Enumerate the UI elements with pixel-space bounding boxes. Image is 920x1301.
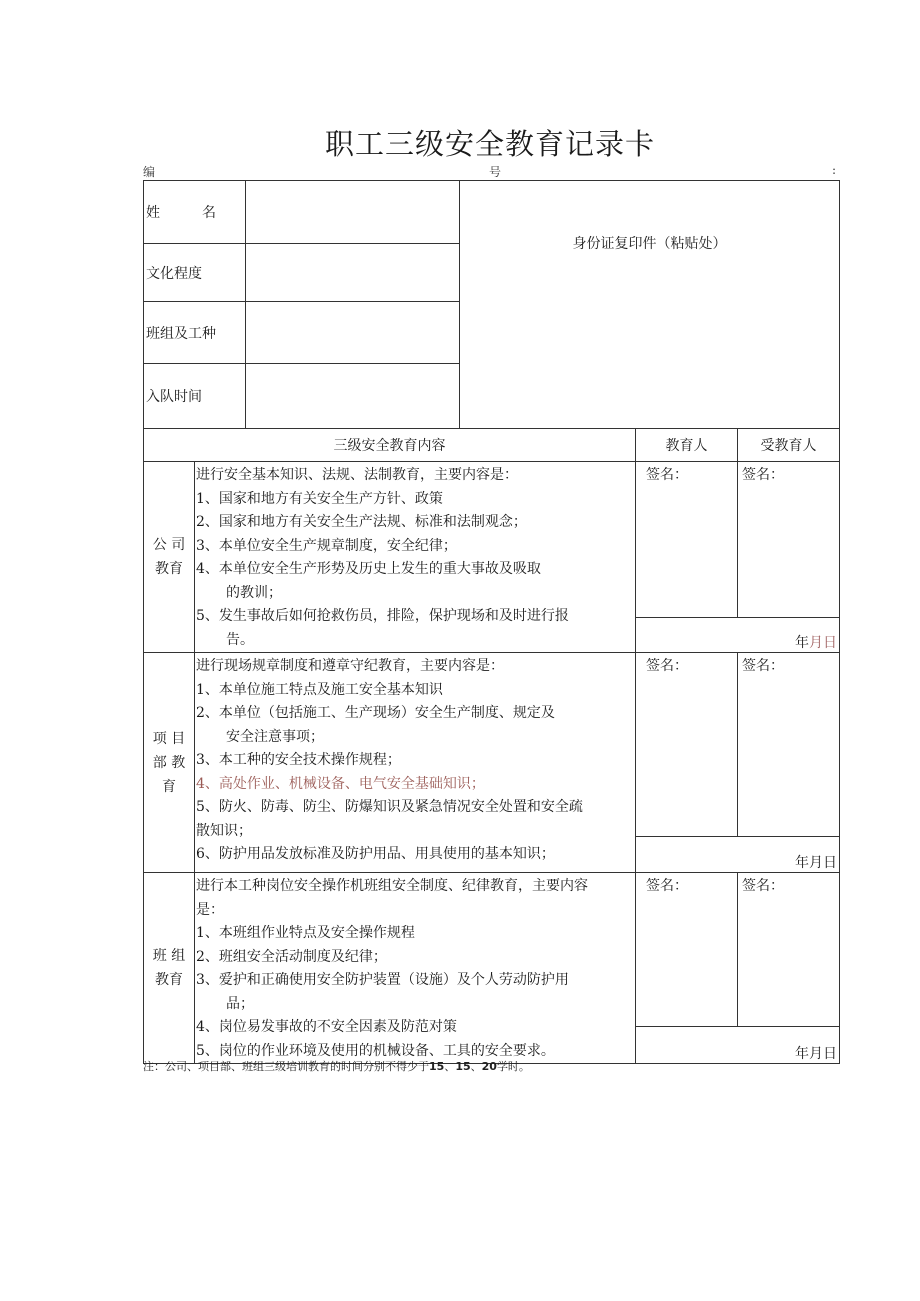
name-value-cell[interactable] [246, 181, 460, 244]
section-team-row [144, 873, 840, 1027]
number-label-middle: 号 [489, 165, 502, 179]
list-item: 进行现场规章制度和遵章守纪教育，主要内容是： [196, 658, 504, 674]
section-company-date[interactable]: 年月日 [636, 617, 840, 652]
team-value-cell[interactable] [246, 302, 460, 364]
id-copy-label: 身份证复印件（粘贴处） [572, 236, 727, 252]
section-team-trainee-sign[interactable]: 签名： [738, 873, 840, 1027]
list-item: 1、本班组作业特点及安全操作规程 [196, 925, 415, 941]
id-copy-area[interactable] [460, 181, 840, 429]
number-label-colon: : [832, 163, 837, 177]
list-item: 进行本工种岗位安全操作机班组安全制度、纪律教育，主要内容 [196, 878, 588, 894]
list-item: 1、国家和地方有关安全生产方针、政策 [196, 490, 443, 507]
number-label-left: 编 [143, 165, 156, 179]
list-item: 4、高处作业、机械设备、电气安全基础知识； [196, 775, 485, 792]
section-project-educator-sign[interactable]: 签名： [636, 653, 738, 837]
team-label: 班组及工种 [144, 302, 246, 364]
list-item: 5、岗位的作业环境及使用的机械设备、工具的安全要求。 [196, 1042, 555, 1059]
name-label: 姓 名 [144, 181, 246, 244]
section-company-educator-sign[interactable]: 签名： [636, 462, 738, 618]
section-project-trainee-sign[interactable]: 签名： [738, 653, 840, 837]
section-company-name: 公 司 教育 [144, 462, 195, 653]
list-item: 安全注意事项； [226, 728, 324, 745]
education-value-cell[interactable] [246, 244, 460, 302]
section-company-row [144, 462, 840, 618]
join-label: 入队时间 [144, 364, 246, 429]
education-record-table [143, 180, 840, 1064]
section-project-row [144, 653, 840, 837]
header-row [144, 429, 840, 462]
section-company-content [195, 462, 636, 653]
list-item: 1、本单位施工特点及施工安全基本知识 [196, 681, 443, 698]
join-value-cell[interactable] [246, 364, 460, 429]
section-team-name: 班 组 教育 [144, 873, 195, 1064]
row-name [144, 181, 840, 244]
section-project-name: 项 目 部 教 育 [144, 653, 195, 873]
list-item: 品； [226, 995, 254, 1012]
educator-header: 教育人 [636, 429, 738, 462]
list-item: 散知识； [196, 822, 252, 839]
list-item: 的教训； [226, 584, 282, 601]
list-item: 4、本单位安全生产形势及历史上发生的重大事故及吸取 [196, 561, 541, 577]
list-item: 3、本工种的安全技术操作规程； [196, 752, 401, 768]
content-header: 三级安全教育内容 [144, 429, 636, 462]
page-title: 职工三级安全教育记录卡 [324, 127, 655, 161]
education-label: 文化程度 [144, 244, 246, 302]
trainee-header: 受教育人 [738, 429, 840, 462]
section-project-date[interactable]: 年月日 [636, 837, 840, 873]
list-item: 告。 [226, 631, 254, 648]
list-item: 3、本单位安全生产规章制度，安全纪律； [196, 537, 457, 554]
section-team-content [195, 873, 636, 1064]
section-team-educator-sign[interactable]: 签名： [636, 873, 738, 1027]
section-company-trainee-sign[interactable]: 签名： [738, 462, 840, 618]
list-item: 5、防火、防毒、防尘、防爆知识及紧急情况安全处置和安全疏 [196, 799, 583, 815]
list-item: 6、防护用品发放标准及防护用品、用具使用的基本知识； [196, 846, 555, 862]
list-item: 进行安全基本知识、法规、法制教育，主要内容是： [196, 467, 518, 483]
list-item: 4、岗位易发事故的不安全因素及防范对策 [196, 1019, 457, 1035]
list-item: 2、班组安全活动制度及纪律； [196, 948, 387, 965]
section-team-date[interactable]: 年月日 [636, 1026, 840, 1063]
list-item: 2、国家和地方有关安全生产法规、标准和法制观念； [196, 514, 527, 530]
footnote: 注：公司、项目部、班组三级培训教育的时间分别不得少于15、15、20学时。 [143, 1060, 530, 1073]
list-item: 5、发生事故后如何抢救伤员，排险，保护现场和及时进行报 [196, 608, 569, 624]
section-project-content [195, 653, 636, 873]
list-item: 是： [196, 901, 224, 918]
list-item: 2、本单位（包括施工、生产现场）安全生产制度、规定及 [196, 705, 555, 721]
list-item: 3、爱护和正确使用安全防护装置（设施）及个人劳动防护用 [196, 972, 569, 988]
